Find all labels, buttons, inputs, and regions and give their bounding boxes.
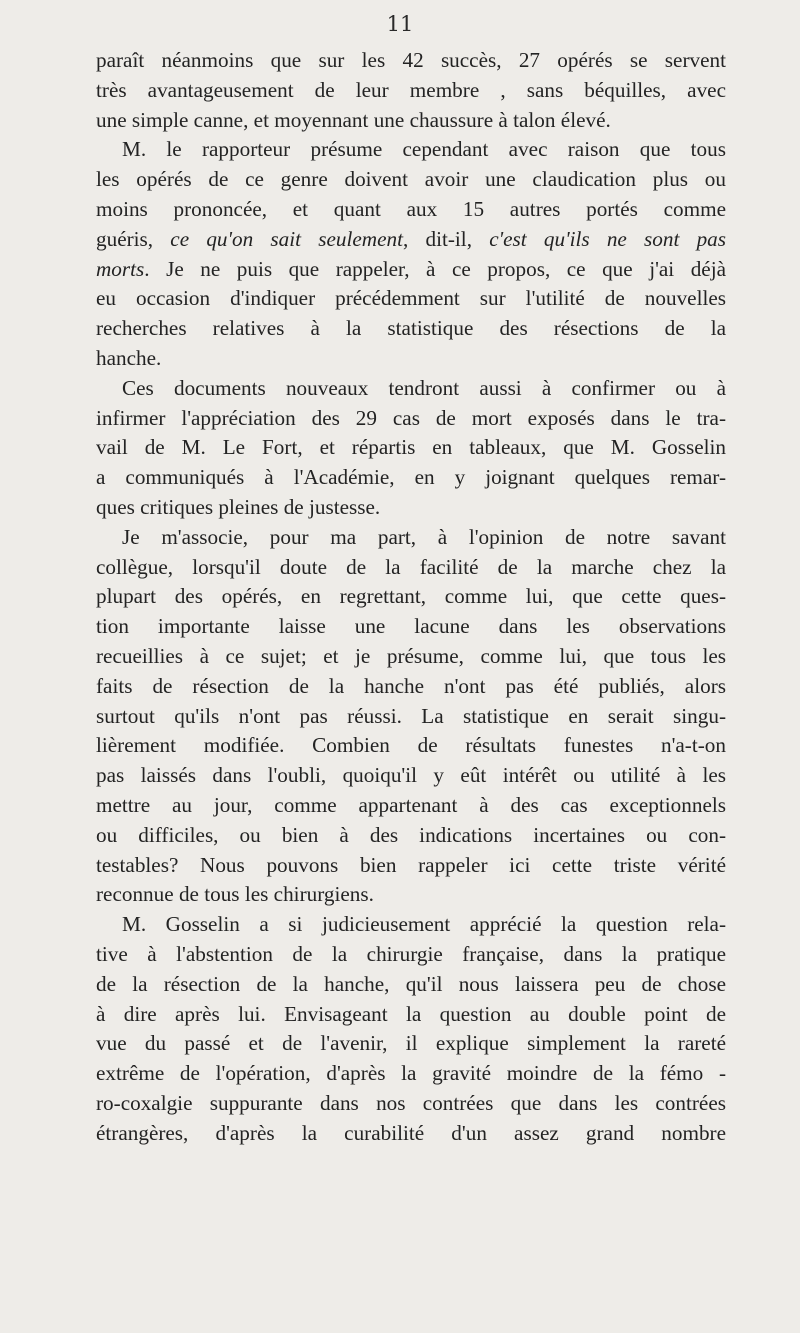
- text-line: [96, 940, 726, 970]
- text-run: vail de M. Le Fort, et répartis en tableaux, que M. Gosselin: [96, 435, 726, 460]
- text-line: [96, 284, 726, 314]
- text-run: paraît néanmoins que sur les 42 succès, 27 opérés se servent: [96, 48, 726, 72]
- italic-run: c'est qu'ils ne sont pas: [489, 226, 727, 251]
- text-run: tion importante laisse une lacune dans les observations: [96, 614, 726, 639]
- text-line: [96, 135, 726, 165]
- text-run: M. le rapporteur présume cependant avec raison que tous: [122, 137, 726, 162]
- text-run: lièrement modifiée. Combien de résultats funestes n'a-t-on: [96, 733, 726, 758]
- text-line: [96, 1000, 726, 1030]
- text-run: à dire après lui. Envisageant la question au double point de: [96, 1001, 726, 1026]
- text-run: , dit-il,: [402, 226, 490, 251]
- text-run: ro-coxalgie suppurante dans nos contrées que dans les contrées: [96, 1090, 726, 1115]
- text-line: [96, 821, 726, 851]
- text-line: [96, 433, 726, 463]
- text-line: [96, 255, 726, 285]
- text-run: . Je ne puis que rappeler, à ce propos, ce que j'ai déjà: [144, 256, 726, 281]
- text-line: [96, 910, 726, 940]
- text-run: testables? Nous pouvons bien rappeler ici cette triste vérité: [96, 852, 726, 877]
- text-run: eu occasion d'indiquer précédemment sur l'utilité de nouvelles: [96, 286, 726, 311]
- text-run: ou difficiles, ou bien à des indications incertaines ou con-: [96, 822, 726, 847]
- text-run: les opérés de ce genre doivent avoir une claudication plus ou: [96, 167, 726, 192]
- text-run: très avantageusement de leur membre , sans béquilles, avec: [96, 77, 726, 102]
- text-run: Je m'associe, pour ma part, à l'opinion de notre savant: [122, 524, 726, 549]
- text-line: [96, 851, 726, 881]
- text-line: [96, 344, 726, 374]
- text-line: [96, 761, 726, 791]
- text-line: [96, 553, 726, 583]
- text-run: extrême de l'opération, d'après la gravité moindre de la fémo -: [96, 1061, 726, 1086]
- text-line: [96, 374, 726, 404]
- text-run: étrangères, d'après la curabilité d'un assez grand nombre: [96, 1120, 726, 1145]
- text-run: a communiqués à l'Académie, en y joignant quelques remar-: [96, 465, 726, 490]
- text-run: M. Gosselin a si judicieusement apprécié la question rela-: [122, 912, 726, 937]
- text-run: Ces documents nouveaux tendront aussi à confirmer ou à: [122, 375, 726, 400]
- text-run: une simple canne, et moyennant une chaussure à talon élevé.: [96, 107, 611, 132]
- text-line: [96, 404, 726, 434]
- text-line: [96, 791, 726, 821]
- paragraph-p1: [96, 46, 726, 135]
- page-number: 11: [386, 12, 414, 36]
- text-line: [96, 106, 726, 136]
- text-run: recueillies à ce sujet; et je présume, comme lui, que tous les: [96, 643, 726, 668]
- text-run: pas laissés dans l'oubli, quoiqu'il y eût intérêt ou utilité à les: [96, 763, 726, 788]
- text-line: [96, 493, 726, 523]
- text-line: [96, 523, 726, 553]
- text-run: ques critiques pleines de justesse.: [96, 494, 381, 519]
- text-line: [96, 1089, 726, 1119]
- text-run: faits de résection de la hanche n'ont pas été publiés, alors: [96, 673, 726, 698]
- text-run: collègue, lorsqu'il doute de la facilité de la marche chez la: [96, 554, 726, 579]
- text-run: reconnue de tous les chirurgiens.: [96, 882, 374, 907]
- text-line: [96, 582, 726, 612]
- text-line: [96, 702, 726, 732]
- paragraph-p2: [96, 135, 726, 373]
- text-line: [96, 612, 726, 642]
- paragraph-p3: [96, 374, 726, 523]
- text-run: plupart des opérés, en regrettant, comme lui, que cette ques-: [96, 584, 726, 609]
- text-line: [96, 225, 726, 255]
- text-line: [96, 1059, 726, 1089]
- italic-run: morts: [96, 256, 145, 281]
- text-line: [96, 195, 726, 225]
- text-run: vue du passé et de l'avenir, il explique simplement la rareté: [96, 1031, 726, 1056]
- italic-run: ce qu'on sait seulement: [170, 226, 403, 251]
- text-line: [96, 880, 726, 910]
- text-run: guéris,: [96, 226, 171, 251]
- text-line: [96, 463, 726, 493]
- text-line: [96, 731, 726, 761]
- text-line: [96, 314, 726, 344]
- text-line: [96, 46, 726, 76]
- text-run: surtout qu'ils n'ont pas réussi. La statistique en serait singu-: [96, 703, 726, 728]
- text-line: [96, 1029, 726, 1059]
- text-run: mettre au jour, comme appartenant à des cas exceptionnels: [96, 792, 726, 817]
- text-run: hanche.: [96, 345, 162, 370]
- text-line: [96, 76, 726, 106]
- text-run: infirmer l'appréciation des 29 cas de mort exposés dans le tra-: [96, 405, 726, 430]
- text-line: [96, 672, 726, 702]
- text-line: [96, 970, 726, 1000]
- text-line: [96, 1119, 726, 1149]
- text-line: [96, 165, 726, 195]
- text-run: tive à l'abstention de la chirurgie française, dans la pratique: [96, 941, 726, 966]
- paragraph-p4: [96, 523, 726, 910]
- text-run: de la résection de la hanche, qu'il nous laissera peu de chose: [96, 971, 726, 996]
- paragraph-p5: [96, 910, 726, 1148]
- text-line: [96, 642, 726, 672]
- body-text: [96, 46, 726, 1148]
- text-run: recherches relatives à la statistique des résections de la: [96, 316, 726, 341]
- text-run: moins prononcée, et quant aux 15 autres portés comme: [96, 196, 726, 221]
